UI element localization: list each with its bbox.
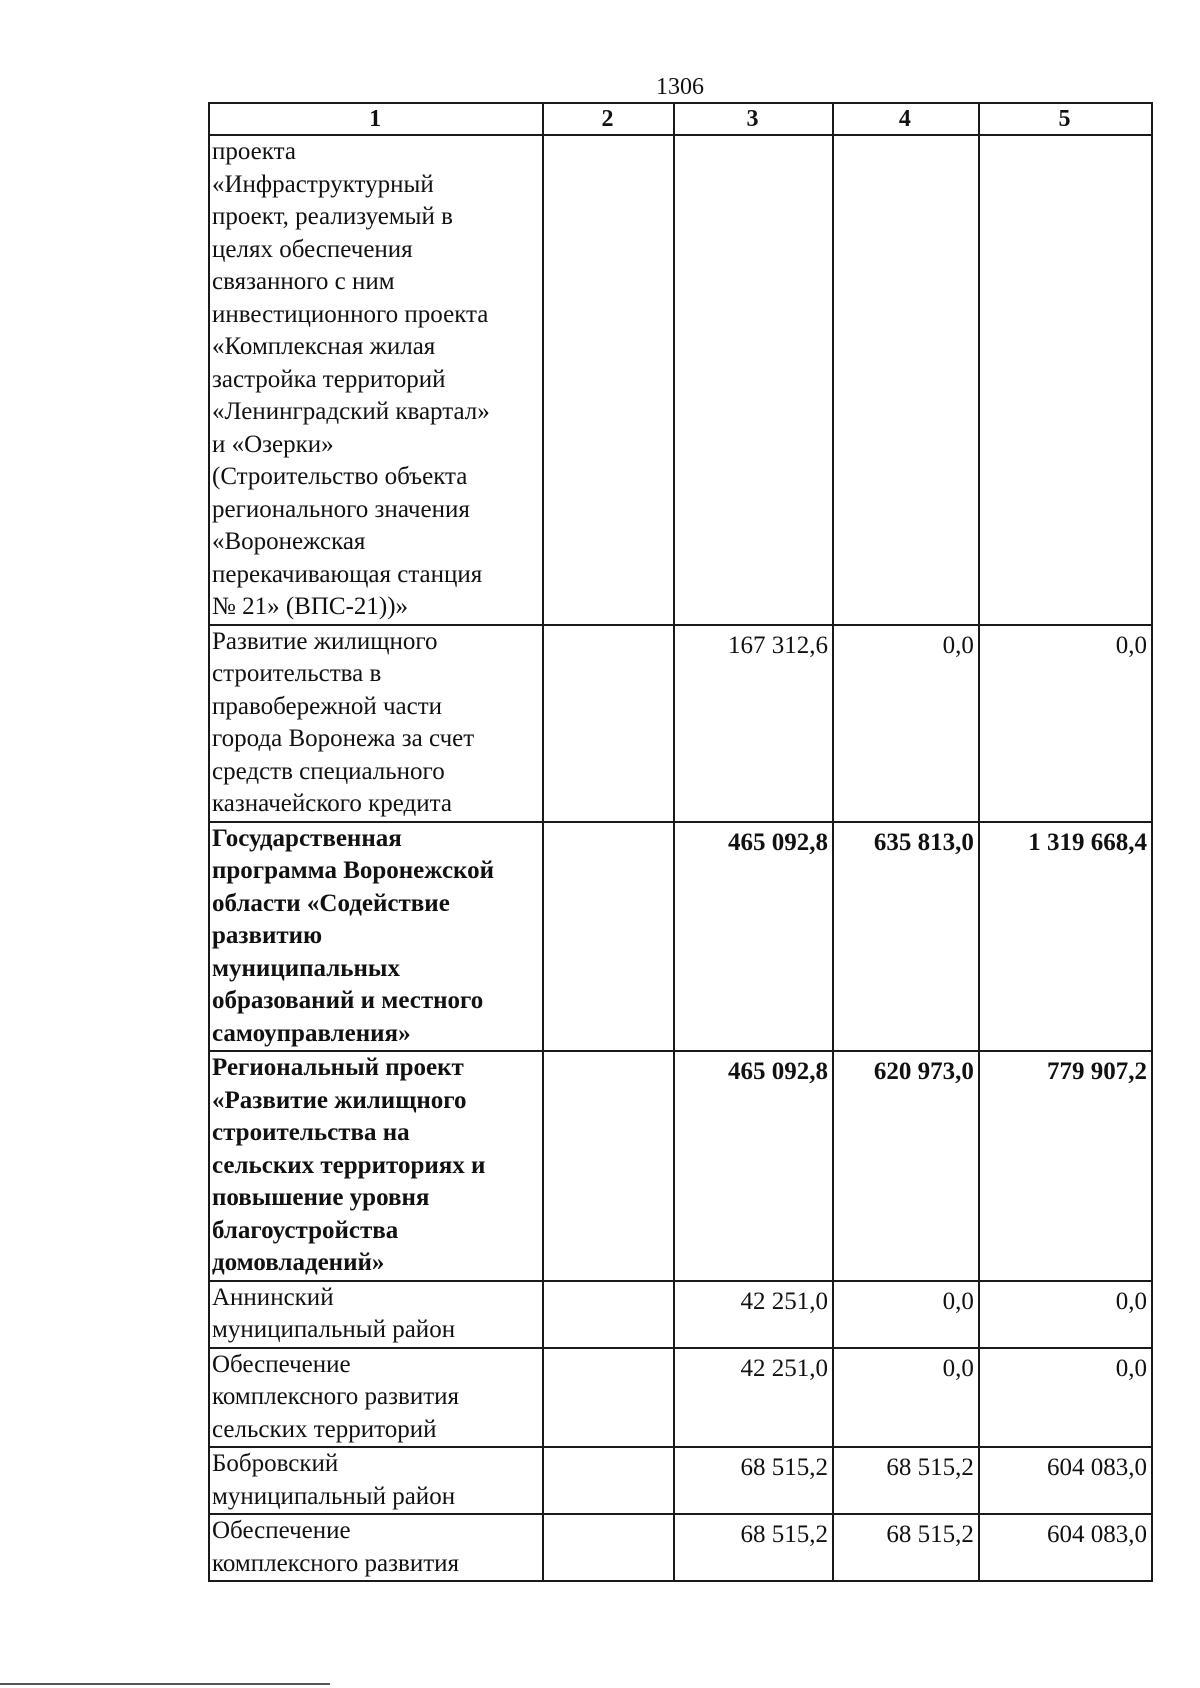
column-header-2: 2 bbox=[543, 103, 674, 135]
table-row bbox=[209, 1514, 1152, 1581]
column-4-cell: 0,0 bbox=[833, 1348, 979, 1448]
table-header bbox=[209, 103, 1152, 135]
column-4-cell: 68 515,2 bbox=[833, 1514, 979, 1581]
scan-edge-line bbox=[0, 1683, 330, 1685]
column-2-cell bbox=[543, 135, 674, 625]
column-4-cell: 635 813,0 bbox=[833, 822, 979, 1052]
table-row bbox=[209, 135, 1152, 625]
column-2-cell bbox=[543, 1514, 674, 1581]
row-name-cell: Бобровский муниципальный район bbox=[209, 1447, 543, 1514]
row-name-cell: Региональный проект «Развитие жилищного строительства на сельских территориях и повышение уровня благоустройства домовладений» bbox=[209, 1051, 543, 1281]
row-name-cell: Аннинский муниципальный район bbox=[209, 1281, 543, 1348]
budget-table bbox=[208, 102, 1153, 1582]
column-5-cell: 0,0 bbox=[979, 625, 1152, 822]
column-2-cell bbox=[543, 1447, 674, 1514]
row-name-cell: проекта «Инфраструктурный проект, реализуемый в целях обеспечения связанного с ним инвестиционного проекта «Комплексная жилая застройка территорий «Ленинградский квартал» и «Озерки» (Строительство объекта регионального значения «Воронежская перекачивающая станция № 21» (ВПС-21))» bbox=[209, 135, 543, 625]
column-header-5: 5 bbox=[979, 103, 1152, 135]
column-5-cell: 1 319 668,4 bbox=[979, 822, 1152, 1052]
column-5-cell: 779 907,2 bbox=[979, 1051, 1152, 1281]
row-name-cell: Обеспечение комплексного развития сельских территорий bbox=[209, 1348, 543, 1448]
column-3-cell: 465 092,8 bbox=[674, 1051, 833, 1281]
table-row bbox=[209, 1051, 1152, 1281]
column-2-cell bbox=[543, 1281, 674, 1348]
column-4-cell: 0,0 bbox=[833, 625, 979, 822]
column-header-4: 4 bbox=[833, 103, 979, 135]
column-2-cell bbox=[543, 822, 674, 1052]
column-4-cell bbox=[833, 135, 979, 625]
table-body bbox=[209, 135, 1152, 1581]
column-3-cell: 465 092,8 bbox=[674, 822, 833, 1052]
column-5-cell: 0,0 bbox=[979, 1281, 1152, 1348]
column-4-cell: 620 973,0 bbox=[833, 1051, 979, 1281]
column-5-cell: 604 083,0 bbox=[979, 1514, 1152, 1581]
column-3-cell: 42 251,0 bbox=[674, 1281, 833, 1348]
column-2-cell bbox=[543, 1348, 674, 1448]
header-row bbox=[209, 103, 1152, 135]
page-number: 1306 bbox=[656, 74, 704, 100]
column-2-cell bbox=[543, 1051, 674, 1281]
table-row bbox=[209, 822, 1152, 1052]
column-3-cell: 42 251,0 bbox=[674, 1348, 833, 1448]
column-5-cell: 604 083,0 bbox=[979, 1447, 1152, 1514]
column-header-3: 3 bbox=[674, 103, 833, 135]
table-row bbox=[209, 1447, 1152, 1514]
column-3-cell bbox=[674, 135, 833, 625]
column-4-cell: 0,0 bbox=[833, 1281, 979, 1348]
column-4-cell: 68 515,2 bbox=[833, 1447, 979, 1514]
column-5-cell: 0,0 bbox=[979, 1348, 1152, 1448]
row-name-cell: Обеспечение комплексного развития bbox=[209, 1514, 543, 1581]
column-5-cell bbox=[979, 135, 1152, 625]
table-row bbox=[209, 625, 1152, 822]
table-row bbox=[209, 1348, 1152, 1448]
row-name-cell: Государственная программа Воронежской области «Содействие развитию муниципальных образований и местного самоуправления» bbox=[209, 822, 543, 1052]
table-row bbox=[209, 1281, 1152, 1348]
column-3-cell: 68 515,2 bbox=[674, 1447, 833, 1514]
column-header-1: 1 bbox=[209, 103, 543, 135]
column-3-cell: 167 312,6 bbox=[674, 625, 833, 822]
row-name-cell: Развитие жилищного строительства в правобережной части города Воронежа за счет средств специального казначейского кредита bbox=[209, 625, 543, 822]
column-3-cell: 68 515,2 bbox=[674, 1514, 833, 1581]
column-2-cell bbox=[543, 625, 674, 822]
